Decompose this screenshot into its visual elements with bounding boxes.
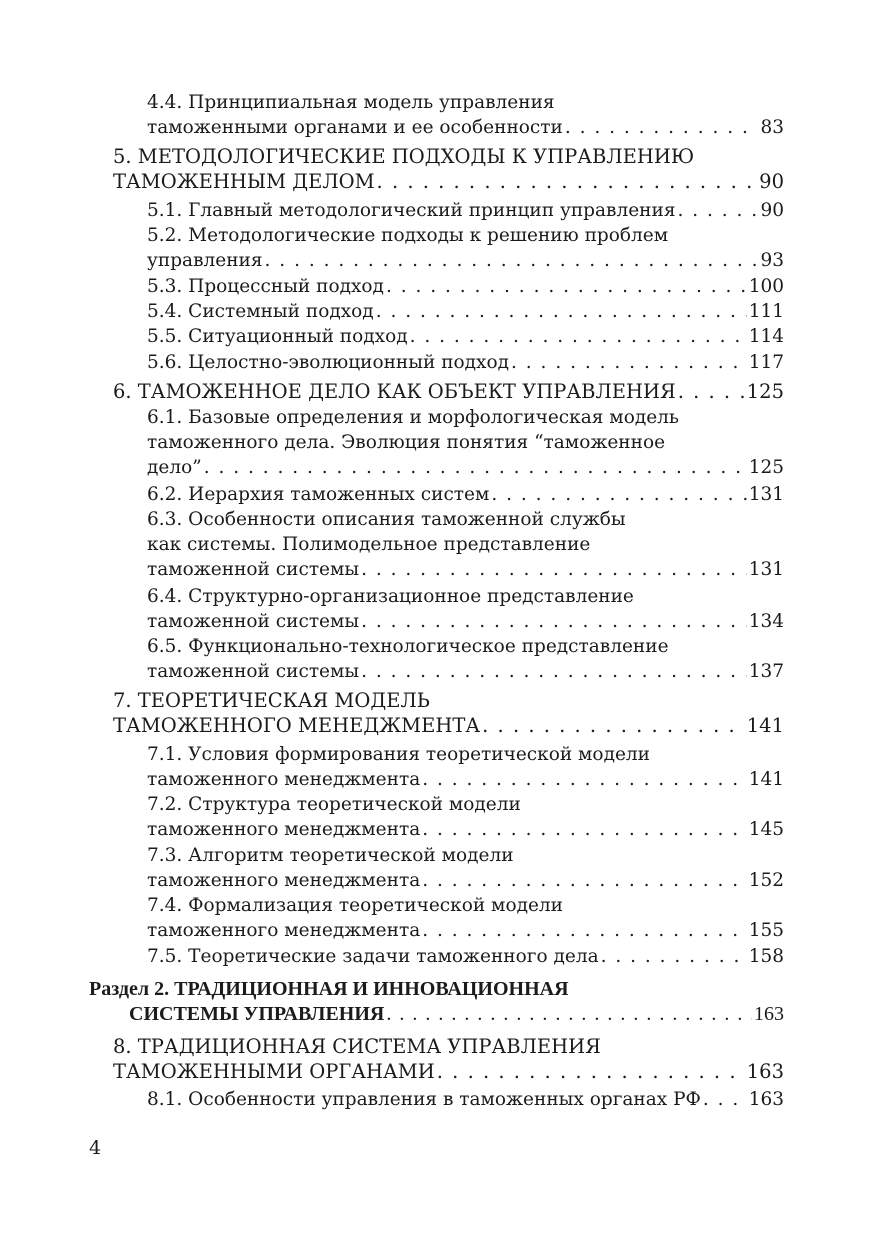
toc-entry [147,634,784,684]
toc-entry [147,893,784,943]
toc-entry-title-line: таможенного менеджмента [147,920,421,941]
toc-page-number: 155 [748,920,784,941]
toc-chapter [113,688,784,738]
toc-entry-title-line: таможенного дела. Эволюция понятия “таможенное [147,432,666,453]
toc-page-number: 163 [746,1060,784,1083]
toc-entry [147,1087,784,1112]
toc-entry-title-line: таможенными органами и ее особенности [147,117,563,138]
toc-entry [147,90,784,140]
toc-page-number: 90 [759,170,784,193]
toc-entry-title-line: управления [147,250,263,271]
toc-entry-title-line: 5.3. Процессный подход [147,276,384,297]
toc-page-number: 134 [748,611,784,632]
toc-entry-title-line: как системы. Полимодельное представление [147,534,591,555]
toc-entry-title-line: 6. ТАМОЖЕННОЕ ДЕЛО КАК ОБЪЕКТ УПРАВЛЕНИЯ [113,380,676,403]
toc-entry-title-line: 8. ТРАДИЦИОННАЯ СИСТЕМА УПРАВЛЕНИЯ [113,1035,601,1058]
toc-entry-title-line: ТАМОЖЕННОГО МЕНЕДЖМЕНТА [113,714,481,737]
toc-entry [147,843,784,893]
toc-entry-title-line: 7.3. Алгоритм теоретической модели [147,845,514,866]
toc-page-number: 93 [760,250,784,271]
toc-entry-title-line: таможенной системы [147,611,360,632]
toc-section [89,977,784,1027]
toc-entry [147,482,784,507]
toc-entry [147,584,784,634]
toc-entry [147,324,784,349]
toc-entry [147,198,784,223]
toc-entry [147,350,784,375]
toc-entry-title-line: 8.1. Особенности управления в таможенных органах РФ [147,1089,701,1110]
toc-entry [147,405,784,480]
toc-entry-title-line: 5. МЕТОДОЛОГИЧЕСКИЕ ПОДХОДЫ К УПРАВЛЕНИЮ [113,145,695,168]
toc-page-number: 111 [748,301,784,322]
toc-page-number: 158 [748,946,784,967]
toc-chapter [113,379,784,404]
toc-entry-title-line: 5.1. Главный методологический принцип управления [147,200,676,221]
toc-entry-title-line: 4.4. Принципиальная модель управления [147,92,555,113]
toc-entry [147,274,784,299]
toc-section-title-line: СИСТЕМЫ УПРАВЛЕНИЯ [129,1003,385,1025]
toc-page-number: 117 [748,352,784,373]
toc-entry-title-line: 7.4. Формализация теоретической модели [147,895,563,916]
toc-entry-title-line: 5.5. Ситуационный подход [147,326,408,347]
toc-entry-title-line: таможенной системы [147,661,360,682]
toc-page-number: 114 [748,326,784,347]
toc-entry [147,742,784,792]
toc-entry-title-line: 6.5. Функционально-технологическое представление [147,636,669,657]
toc-chapter [113,144,784,194]
toc-page-number: 163 [748,1089,784,1110]
toc-entry-title-line: ТАМОЖЕННЫМИ ОРГАНАМИ [113,1060,435,1083]
toc-page-number: 83 [760,117,784,138]
toc-entry-title-line: таможенного менеджмента [147,769,421,790]
toc-section-title-line: Раздел 2. ТРАДИЦИОННАЯ И ИННОВАЦИОННАЯ [89,978,569,1000]
toc-entry [147,223,784,273]
toc-page-number: 141 [746,714,784,737]
toc-page-number: 125 [746,380,784,403]
toc-entry-title-line: 7. ТЕОРЕТИЧЕСКАЯ МОДЕЛЬ [113,689,430,712]
toc-page-number: 163 [754,1003,784,1025]
toc-entry [147,792,784,842]
toc-entry-title-line: 6.1. Базовые определения и морфологическая модель [147,407,680,428]
toc-entry-title-line: 5.4. Системный подход [147,301,374,322]
toc-entry-title-line: 7.2. Структура теоретической модели [147,794,521,815]
toc-entry [147,507,784,582]
toc-entry-title-line: 6.4. Структурно-организационное представление [147,586,634,607]
page-number: 4 [89,1137,102,1159]
toc-page-number: 90 [760,200,784,221]
toc-page-number: 152 [748,870,784,891]
toc-page-number: 137 [748,661,784,682]
toc-page-number: 145 [748,819,784,840]
toc-page-number: 131 [748,484,784,505]
toc-entry-title-line: 5.2. Методологические подходы к решению проблем [147,225,669,246]
toc-entry-title-line: 6.3. Особенности описания таможенной службы [147,509,626,530]
toc-entry-title-line: таможенного менеджмента [147,870,421,891]
toc-entry [147,944,784,969]
toc-entry-title-line: 6.2. Иерархия таможенных систем [147,484,490,505]
toc-entry-title-line: 7.1. Условия формирования теоретической модели [147,744,650,765]
toc-entry [147,299,784,324]
toc-entry-title-line: 5.6. Целостно-эволюционный подход [147,352,510,373]
toc-entry-title-line: 7.5. Теоретические задачи таможенного дела [147,946,599,967]
toc-page-number: 141 [748,769,784,790]
toc-entry-title-line: таможенной системы [147,559,360,580]
toc-page-number: 131 [748,559,784,580]
toc-page-number: 100 [748,276,784,297]
toc-entry-title-line: дело” [147,457,202,478]
toc-chapter [113,1034,784,1084]
toc-entry-title-line: таможенного менеджмента [147,819,421,840]
toc-page-number: 125 [748,457,784,478]
toc-entry-title-line: ТАМОЖЕННЫМ ДЕЛОМ [113,170,375,193]
